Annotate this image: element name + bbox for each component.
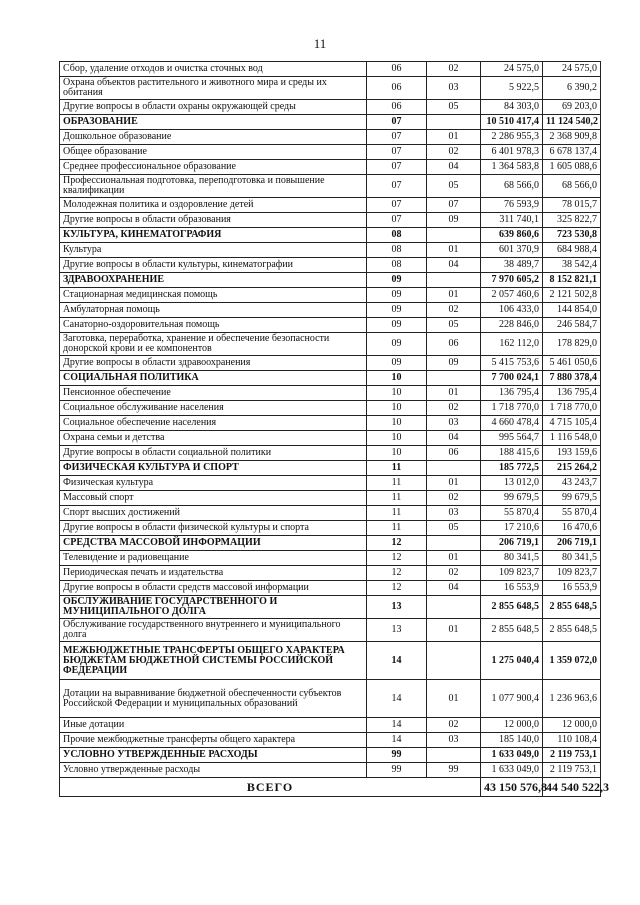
table-row xyxy=(60,476,601,491)
table-row xyxy=(60,401,601,416)
amount-year1-cell: 7 970 605,2 xyxy=(481,273,543,288)
section-code-cell: 12 xyxy=(367,581,427,596)
amount-year2-cell: 16 470,6 xyxy=(543,521,601,536)
subsection-code-cell: 01 xyxy=(427,130,481,145)
table-row xyxy=(60,145,601,160)
subsection-code-cell: 01 xyxy=(427,476,481,491)
subsection-code-cell: 04 xyxy=(427,160,481,175)
row-name-cell: Прочие межбюджетные трансферты общего характера xyxy=(60,733,367,748)
table-row xyxy=(60,416,601,431)
subsection-code-cell xyxy=(427,596,481,619)
section-code-cell: 07 xyxy=(367,198,427,213)
section-code-cell: 12 xyxy=(367,551,427,566)
subsection-code-cell: 01 xyxy=(427,386,481,401)
subsection-code-cell: 09 xyxy=(427,356,481,371)
section-code-cell: 09 xyxy=(367,318,427,333)
row-name-cell: Другие вопросы в области средств массовой информации xyxy=(60,581,367,596)
row-name-cell: Другие вопросы в области охраны окружающей среды xyxy=(60,100,367,115)
row-name-cell: Иные дотации xyxy=(60,718,367,733)
amount-year1-cell: 1 633 049,0 xyxy=(481,763,543,778)
amount-year2-cell: 11 124 540,2 xyxy=(543,115,601,130)
section-total-row xyxy=(60,273,601,288)
amount-year1-cell: 55 870,4 xyxy=(481,506,543,521)
row-name-cell: СРЕДСТВА МАССОВОЙ ИНФОРМАЦИИ xyxy=(60,536,367,551)
section-code-cell: 06 xyxy=(367,100,427,115)
section-code-cell: 99 xyxy=(367,763,427,778)
row-name-cell: Спорт высших достижений xyxy=(60,506,367,521)
subsection-code-cell: 02 xyxy=(427,566,481,581)
amount-year2-cell: 109 823,7 xyxy=(543,566,601,581)
subsection-code-cell: 99 xyxy=(427,763,481,778)
section-code-cell: 10 xyxy=(367,386,427,401)
section-code-cell: 14 xyxy=(367,642,427,680)
amount-year2-cell: 178 829,0 xyxy=(543,333,601,356)
row-name-cell: Профессиональная подготовка, переподготовка и повышение квалификации xyxy=(60,175,367,198)
subsection-code-cell: 04 xyxy=(427,581,481,596)
subsection-code-cell: 07 xyxy=(427,198,481,213)
table-row xyxy=(60,288,601,303)
amount-year1-cell: 80 341,5 xyxy=(481,551,543,566)
amount-year1-cell: 2 286 955,3 xyxy=(481,130,543,145)
amount-year2-cell: 684 988,4 xyxy=(543,243,601,258)
amount-year2-cell: 78 015,7 xyxy=(543,198,601,213)
row-name-cell: Другие вопросы в области культуры, кинематографии xyxy=(60,258,367,273)
amount-year1-cell: 162 112,0 xyxy=(481,333,543,356)
table-row xyxy=(60,386,601,401)
row-name-cell: Дошкольное образование xyxy=(60,130,367,145)
page-number: 11 xyxy=(313,36,327,51)
amount-year2-cell: 38 542,4 xyxy=(543,258,601,273)
table-row xyxy=(60,100,601,115)
row-name-cell: Охрана семьи и детства xyxy=(60,431,367,446)
section-code-cell: 13 xyxy=(367,619,427,642)
amount-year1-cell: 601 370,9 xyxy=(481,243,543,258)
section-total-row xyxy=(60,115,601,130)
section-total-row xyxy=(60,596,601,619)
table-row xyxy=(60,680,601,718)
amount-year2-cell: 8 152 821,1 xyxy=(543,273,601,288)
amount-year2-cell: 246 584,7 xyxy=(543,318,601,333)
section-code-cell: 09 xyxy=(367,333,427,356)
amount-year1-cell: 12 000,0 xyxy=(481,718,543,733)
subsection-code-cell xyxy=(427,273,481,288)
section-total-row xyxy=(60,748,601,763)
table-row xyxy=(60,130,601,145)
row-name-cell: Амбулаторная помощь xyxy=(60,303,367,318)
subsection-code-cell: 01 xyxy=(427,680,481,718)
section-code-cell: 07 xyxy=(367,213,427,228)
section-code-cell: 11 xyxy=(367,461,427,476)
row-name-cell: УСЛОВНО УТВЕРЖДЕННЫЕ РАСХОДЫ xyxy=(60,748,367,763)
row-name-cell: Физическая культура xyxy=(60,476,367,491)
table-row xyxy=(60,581,601,596)
row-name-cell: Среднее профессиональное образование xyxy=(60,160,367,175)
subsection-code-cell: 01 xyxy=(427,243,481,258)
section-code-cell: 11 xyxy=(367,521,427,536)
amount-year2-cell: 4 715 105,4 xyxy=(543,416,601,431)
section-code-cell: 12 xyxy=(367,536,427,551)
section-code-cell: 07 xyxy=(367,160,427,175)
section-total-row xyxy=(60,642,601,680)
amount-year1-cell: 228 846,0 xyxy=(481,318,543,333)
subsection-code-cell: 02 xyxy=(427,718,481,733)
section-code-cell: 10 xyxy=(367,371,427,386)
table-row xyxy=(60,318,601,333)
subsection-code-cell: 04 xyxy=(427,258,481,273)
amount-year2-cell: 5 461 050,6 xyxy=(543,356,601,371)
row-name-cell: ОБСЛУЖИВАНИЕ ГОСУДАРСТВЕННОГО И МУНИЦИПАЛЬНОГО ДОЛГА xyxy=(60,596,367,619)
amount-year1-cell: 10 510 417,4 xyxy=(481,115,543,130)
subsection-code-cell: 05 xyxy=(427,175,481,198)
budget-table xyxy=(59,61,609,797)
amount-year2-cell: 206 719,1 xyxy=(543,536,601,551)
table-row xyxy=(60,551,601,566)
amount-year1-cell: 99 679,5 xyxy=(481,491,543,506)
section-code-cell: 11 xyxy=(367,491,427,506)
amount-year2-cell: 1 359 072,0 xyxy=(543,642,601,680)
amount-year2-cell: 55 870,4 xyxy=(543,506,601,521)
subsection-code-cell xyxy=(427,642,481,680)
subsection-code-cell: 05 xyxy=(427,100,481,115)
amount-year1-cell: 68 566,0 xyxy=(481,175,543,198)
table-row xyxy=(60,521,601,536)
amount-year2-cell: 12 000,0 xyxy=(543,718,601,733)
amount-year2-cell: 193 159,6 xyxy=(543,446,601,461)
grand-total-row xyxy=(60,778,601,797)
amount-year1-cell: 16 553,9 xyxy=(481,581,543,596)
amount-year2-cell: 2 368 909,8 xyxy=(543,130,601,145)
subsection-code-cell: 02 xyxy=(427,401,481,416)
amount-year2-cell: 2 855 648,5 xyxy=(543,596,601,619)
subsection-code-cell: 03 xyxy=(427,77,481,100)
amount-year2-cell: 80 341,5 xyxy=(543,551,601,566)
amount-year1-cell: 5 415 753,6 xyxy=(481,356,543,371)
section-code-cell: 08 xyxy=(367,258,427,273)
row-name-cell: Стационарная медицинская помощь xyxy=(60,288,367,303)
table-row xyxy=(60,62,601,77)
row-name-cell: ОБРАЗОВАНИЕ xyxy=(60,115,367,130)
amount-year1-cell: 13 012,0 xyxy=(481,476,543,491)
amount-year2-cell: 16 553,9 xyxy=(543,581,601,596)
amount-year2-cell: 24 575,0 xyxy=(543,62,601,77)
subsection-code-cell: 01 xyxy=(427,551,481,566)
subsection-code-cell xyxy=(427,115,481,130)
budget-table-body xyxy=(60,62,609,797)
subsection-code-cell: 03 xyxy=(427,733,481,748)
amount-year2-cell: 325 822,7 xyxy=(543,213,601,228)
section-code-cell: 10 xyxy=(367,431,427,446)
amount-year2-cell: 1 236 963,6 xyxy=(543,680,601,718)
amount-year1-cell: 639 860,6 xyxy=(481,228,543,243)
row-name-cell: Культура xyxy=(60,243,367,258)
row-name-cell: Молодежная политика и оздоровление детей xyxy=(60,198,367,213)
amount-year2-cell: 2 119 753,1 xyxy=(543,763,601,778)
amount-year1-cell: 136 795,4 xyxy=(481,386,543,401)
row-name-cell: Другие вопросы в области здравоохранения xyxy=(60,356,367,371)
section-total-row xyxy=(60,461,601,476)
row-name-cell: Другие вопросы в области образования xyxy=(60,213,367,228)
section-code-cell: 12 xyxy=(367,566,427,581)
amount-year1-cell: 1 077 900,4 xyxy=(481,680,543,718)
amount-year2-cell: 99 679,5 xyxy=(543,491,601,506)
section-code-cell: 07 xyxy=(367,175,427,198)
amount-year1-cell: 1 364 583,8 xyxy=(481,160,543,175)
row-name-cell: Заготовка, переработка, хранение и обеспечение безопасности донорской крови и ее компонентов xyxy=(60,333,367,356)
amount-year1-cell: 185 140,0 xyxy=(481,733,543,748)
section-code-cell: 11 xyxy=(367,506,427,521)
amount-year2-cell: 2 855 648,5 xyxy=(543,619,601,642)
section-code-cell: 07 xyxy=(367,145,427,160)
subsection-code-cell xyxy=(427,536,481,551)
amount-year2-cell: 69 203,0 xyxy=(543,100,601,115)
amount-year1-cell: 76 593,9 xyxy=(481,198,543,213)
row-name-cell: Периодическая печать и издательства xyxy=(60,566,367,581)
section-code-cell: 07 xyxy=(367,115,427,130)
amount-year2-cell: 43 243,7 xyxy=(543,476,601,491)
table-row xyxy=(60,303,601,318)
amount-year1-cell: 4 660 478,4 xyxy=(481,416,543,431)
amount-year1-cell: 1 633 049,0 xyxy=(481,748,543,763)
amount-year2-cell: 1 116 548,0 xyxy=(543,431,601,446)
row-name-cell: Сбор, удаление отходов и очистка сточных вод xyxy=(60,62,367,77)
row-name-cell: Пенсионное обеспечение xyxy=(60,386,367,401)
section-code-cell: 09 xyxy=(367,356,427,371)
subsection-code-cell xyxy=(427,461,481,476)
amount-year2-cell: 7 880 378,4 xyxy=(543,371,601,386)
table-row xyxy=(60,356,601,371)
amount-year1-cell: 311 740,1 xyxy=(481,213,543,228)
amount-year1-cell: 106 433,0 xyxy=(481,303,543,318)
table-row xyxy=(60,763,601,778)
subsection-code-cell: 01 xyxy=(427,288,481,303)
section-code-cell: 08 xyxy=(367,228,427,243)
table-row xyxy=(60,733,601,748)
amount-year1-cell: 84 303,0 xyxy=(481,100,543,115)
subsection-code-cell: 06 xyxy=(427,446,481,461)
amount-year1-cell: 1 718 770,0 xyxy=(481,401,543,416)
amount-year1-cell: 24 575,0 xyxy=(481,62,543,77)
table-row xyxy=(60,491,601,506)
section-total-row xyxy=(60,371,601,386)
amount-year2-cell: 1 605 088,6 xyxy=(543,160,601,175)
subsection-code-cell: 03 xyxy=(427,506,481,521)
amount-year1-cell: 188 415,6 xyxy=(481,446,543,461)
section-code-cell: 14 xyxy=(367,733,427,748)
table-row xyxy=(60,175,601,198)
row-name-cell: Телевидение и радиовещание xyxy=(60,551,367,566)
table-row xyxy=(60,431,601,446)
subsection-code-cell: 04 xyxy=(427,431,481,446)
amount-year1-cell: 185 772,5 xyxy=(481,461,543,476)
amount-year1-cell: 2 855 648,5 xyxy=(481,596,543,619)
section-code-cell: 08 xyxy=(367,243,427,258)
amount-year1-cell: 7 700 024,1 xyxy=(481,371,543,386)
amount-year1-cell: 2 057 460,6 xyxy=(481,288,543,303)
table-row xyxy=(60,213,601,228)
section-code-cell: 99 xyxy=(367,748,427,763)
section-code-cell: 10 xyxy=(367,446,427,461)
section-code-cell: 14 xyxy=(367,680,427,718)
section-total-row xyxy=(60,228,601,243)
grand-total-label: ВСЕГО xyxy=(60,778,481,797)
amount-year1-cell: 6 401 978,3 xyxy=(481,145,543,160)
amount-year2-cell: 6 390,2 xyxy=(543,77,601,100)
subsection-code-cell: 09 xyxy=(427,213,481,228)
row-name-cell: Обслуживание государственного внутреннего и муниципального долга xyxy=(60,619,367,642)
table-row xyxy=(60,619,601,642)
row-name-cell: Общее образование xyxy=(60,145,367,160)
table-row xyxy=(60,566,601,581)
row-name-cell: Условно утвержденные расходы xyxy=(60,763,367,778)
subsection-code-cell: 02 xyxy=(427,62,481,77)
amount-year1-cell: 109 823,7 xyxy=(481,566,543,581)
amount-year1-cell: 995 564,7 xyxy=(481,431,543,446)
section-code-cell: 10 xyxy=(367,416,427,431)
table-row xyxy=(60,506,601,521)
amount-year1-cell: 38 489,7 xyxy=(481,258,543,273)
section-total-row xyxy=(60,536,601,551)
section-code-cell: 10 xyxy=(367,401,427,416)
amount-year2-cell: 144 854,0 xyxy=(543,303,601,318)
amount-year2-cell: 68 566,0 xyxy=(543,175,601,198)
row-name-cell: Массовый спорт xyxy=(60,491,367,506)
table-row xyxy=(60,718,601,733)
section-code-cell: 07 xyxy=(367,130,427,145)
section-code-cell: 06 xyxy=(367,62,427,77)
subsection-code-cell: 02 xyxy=(427,491,481,506)
subsection-code-cell: 06 xyxy=(427,333,481,356)
amount-year1-cell: 206 719,1 xyxy=(481,536,543,551)
amount-year2-cell: 6 678 137,4 xyxy=(543,145,601,160)
row-name-cell: Другие вопросы в области социальной политики xyxy=(60,446,367,461)
subsection-code-cell xyxy=(427,228,481,243)
subsection-code-cell xyxy=(427,371,481,386)
amount-year2-cell: 2 121 502,8 xyxy=(543,288,601,303)
section-code-cell: 13 xyxy=(367,596,427,619)
subsection-code-cell: 02 xyxy=(427,145,481,160)
subsection-code-cell: 03 xyxy=(427,416,481,431)
row-name-cell: Другие вопросы в области физической культуры и спорта xyxy=(60,521,367,536)
grand-total-year2: 44 540 522,3 xyxy=(543,778,601,797)
subsection-code-cell: 05 xyxy=(427,521,481,536)
amount-year1-cell: 17 210,6 xyxy=(481,521,543,536)
amount-year1-cell: 5 922,5 xyxy=(481,77,543,100)
table-row xyxy=(60,258,601,273)
row-name-cell: Социальное обеспечение населения xyxy=(60,416,367,431)
amount-year2-cell: 1 718 770,0 xyxy=(543,401,601,416)
amount-year2-cell: 215 264,2 xyxy=(543,461,601,476)
amount-year2-cell: 2 119 753,1 xyxy=(543,748,601,763)
subsection-code-cell: 01 xyxy=(427,619,481,642)
row-name-cell: ЗДРАВООХРАНЕНИЕ xyxy=(60,273,367,288)
section-code-cell: 09 xyxy=(367,273,427,288)
amount-year2-cell: 110 108,4 xyxy=(543,733,601,748)
section-code-cell: 09 xyxy=(367,288,427,303)
grand-total-year1: 43 150 576,8 xyxy=(481,778,543,797)
section-code-cell: 14 xyxy=(367,718,427,733)
amount-year1-cell: 2 855 648,5 xyxy=(481,619,543,642)
row-name-cell: Санаторно-оздоровительная помощь xyxy=(60,318,367,333)
row-name-cell: ФИЗИЧЕСКАЯ КУЛЬТУРА И СПОРТ xyxy=(60,461,367,476)
row-name-cell: Охрана объектов растительного и животного мира и среды их обитания xyxy=(60,77,367,100)
row-name-cell: КУЛЬТУРА, КИНЕМАТОГРАФИЯ xyxy=(60,228,367,243)
subsection-code-cell: 02 xyxy=(427,303,481,318)
section-code-cell: 06 xyxy=(367,77,427,100)
row-name-cell: МЕЖБЮДЖЕТНЫЕ ТРАНСФЕРТЫ ОБЩЕГО ХАРАКТЕРА БЮДЖЕТАМ БЮДЖЕТНОЙ СИСТЕМЫ РОССИЙСКОЙ ФЕДЕРАЦИИ xyxy=(60,642,367,680)
table-row xyxy=(60,160,601,175)
subsection-code-cell xyxy=(427,748,481,763)
row-name-cell: Дотации на выравнивание бюджетной обеспеченности субъектов Российской Федерации и муниципальных образований xyxy=(60,680,367,718)
table-row xyxy=(60,198,601,213)
section-code-cell: 09 xyxy=(367,303,427,318)
table-row xyxy=(60,77,601,100)
row-name-cell: СОЦИАЛЬНАЯ ПОЛИТИКА xyxy=(60,371,367,386)
row-name-cell: Социальное обслуживание населения xyxy=(60,401,367,416)
amount-year2-cell: 723 530,8 xyxy=(543,228,601,243)
section-code-cell: 11 xyxy=(367,476,427,491)
subsection-code-cell: 05 xyxy=(427,318,481,333)
amount-year1-cell: 1 275 040,4 xyxy=(481,642,543,680)
table-row xyxy=(60,333,601,356)
table-row xyxy=(60,243,601,258)
amount-year2-cell: 136 795,4 xyxy=(543,386,601,401)
table-row xyxy=(60,446,601,461)
